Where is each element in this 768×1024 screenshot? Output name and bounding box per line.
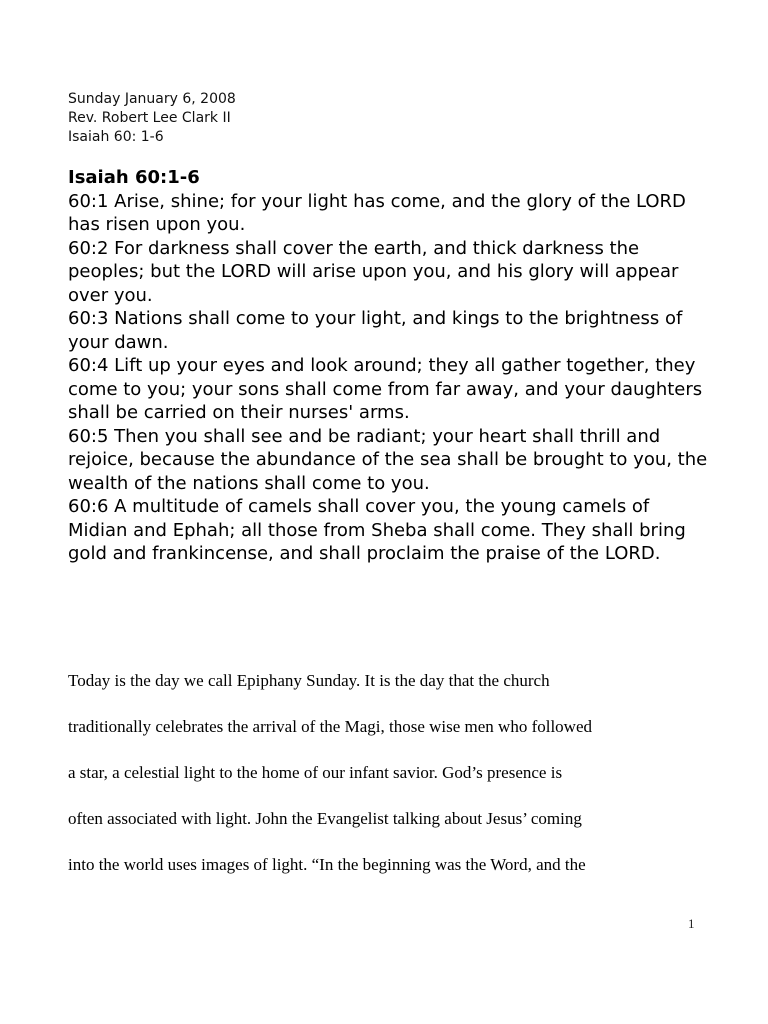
- document-header: [68, 90, 236, 147]
- sermon-author: Rev. Robert Lee Clark II: [68, 110, 231, 126]
- sermon-reference: Isaiah 60: 1-6: [68, 129, 164, 145]
- sermon-line: Today is the day we call Epiphany Sunday. It is the day that the church: [68, 671, 550, 690]
- page-number: 1: [688, 916, 695, 931]
- verse-60-6: 60:6 A multitude of camels shall cover you, the young camels of Midian and Ephah; all those from Sheba shall come. They shall bring gold and frankincense, and shall proclaim the praise of the LORD.: [68, 496, 686, 564]
- verse-60-3: 60:3 Nations shall come to your light, and kings to the brightness of your dawn.: [68, 308, 683, 353]
- verse-60-2: 60:2 For darkness shall cover the earth, and thick darkness the peoples; but the LORD will arise upon you, and his glory will appear over you.: [68, 237, 679, 306]
- scripture-title: Isaiah 60:1-6: [68, 167, 200, 188]
- verse-60-1: 60:1 Arise, shine; for your light has come, and the glory of the LORD has risen upon you.: [68, 190, 686, 235]
- scripture-passage: [68, 166, 708, 566]
- verse-60-4: 60:4 Lift up your eyes and look around; they all gather together, they come to you; your sons shall come from far away, and your daughters shall be carried on their nurses' arms.: [68, 355, 703, 423]
- sermon-date: Sunday January 6, 2008: [68, 91, 236, 107]
- sermon-line: into the world uses images of light. “In the beginning was the Word, and the: [68, 855, 586, 874]
- sermon-body: [68, 658, 708, 888]
- sermon-line: often associated with light. John the Evangelist talking about Jesus’ coming: [68, 809, 582, 828]
- verse-60-5: 60:5 Then you shall see and be radiant; your heart shall thrill and rejoice, because the abundance of the sea shall be brought to you, the wealth of the nations shall come to you.: [68, 425, 708, 494]
- sermon-line: traditionally celebrates the arrival of the Magi, those wise men who followed: [68, 717, 593, 736]
- sermon-line: a star, a celestial light to the home of our infant savior. God’s presence is: [68, 763, 563, 782]
